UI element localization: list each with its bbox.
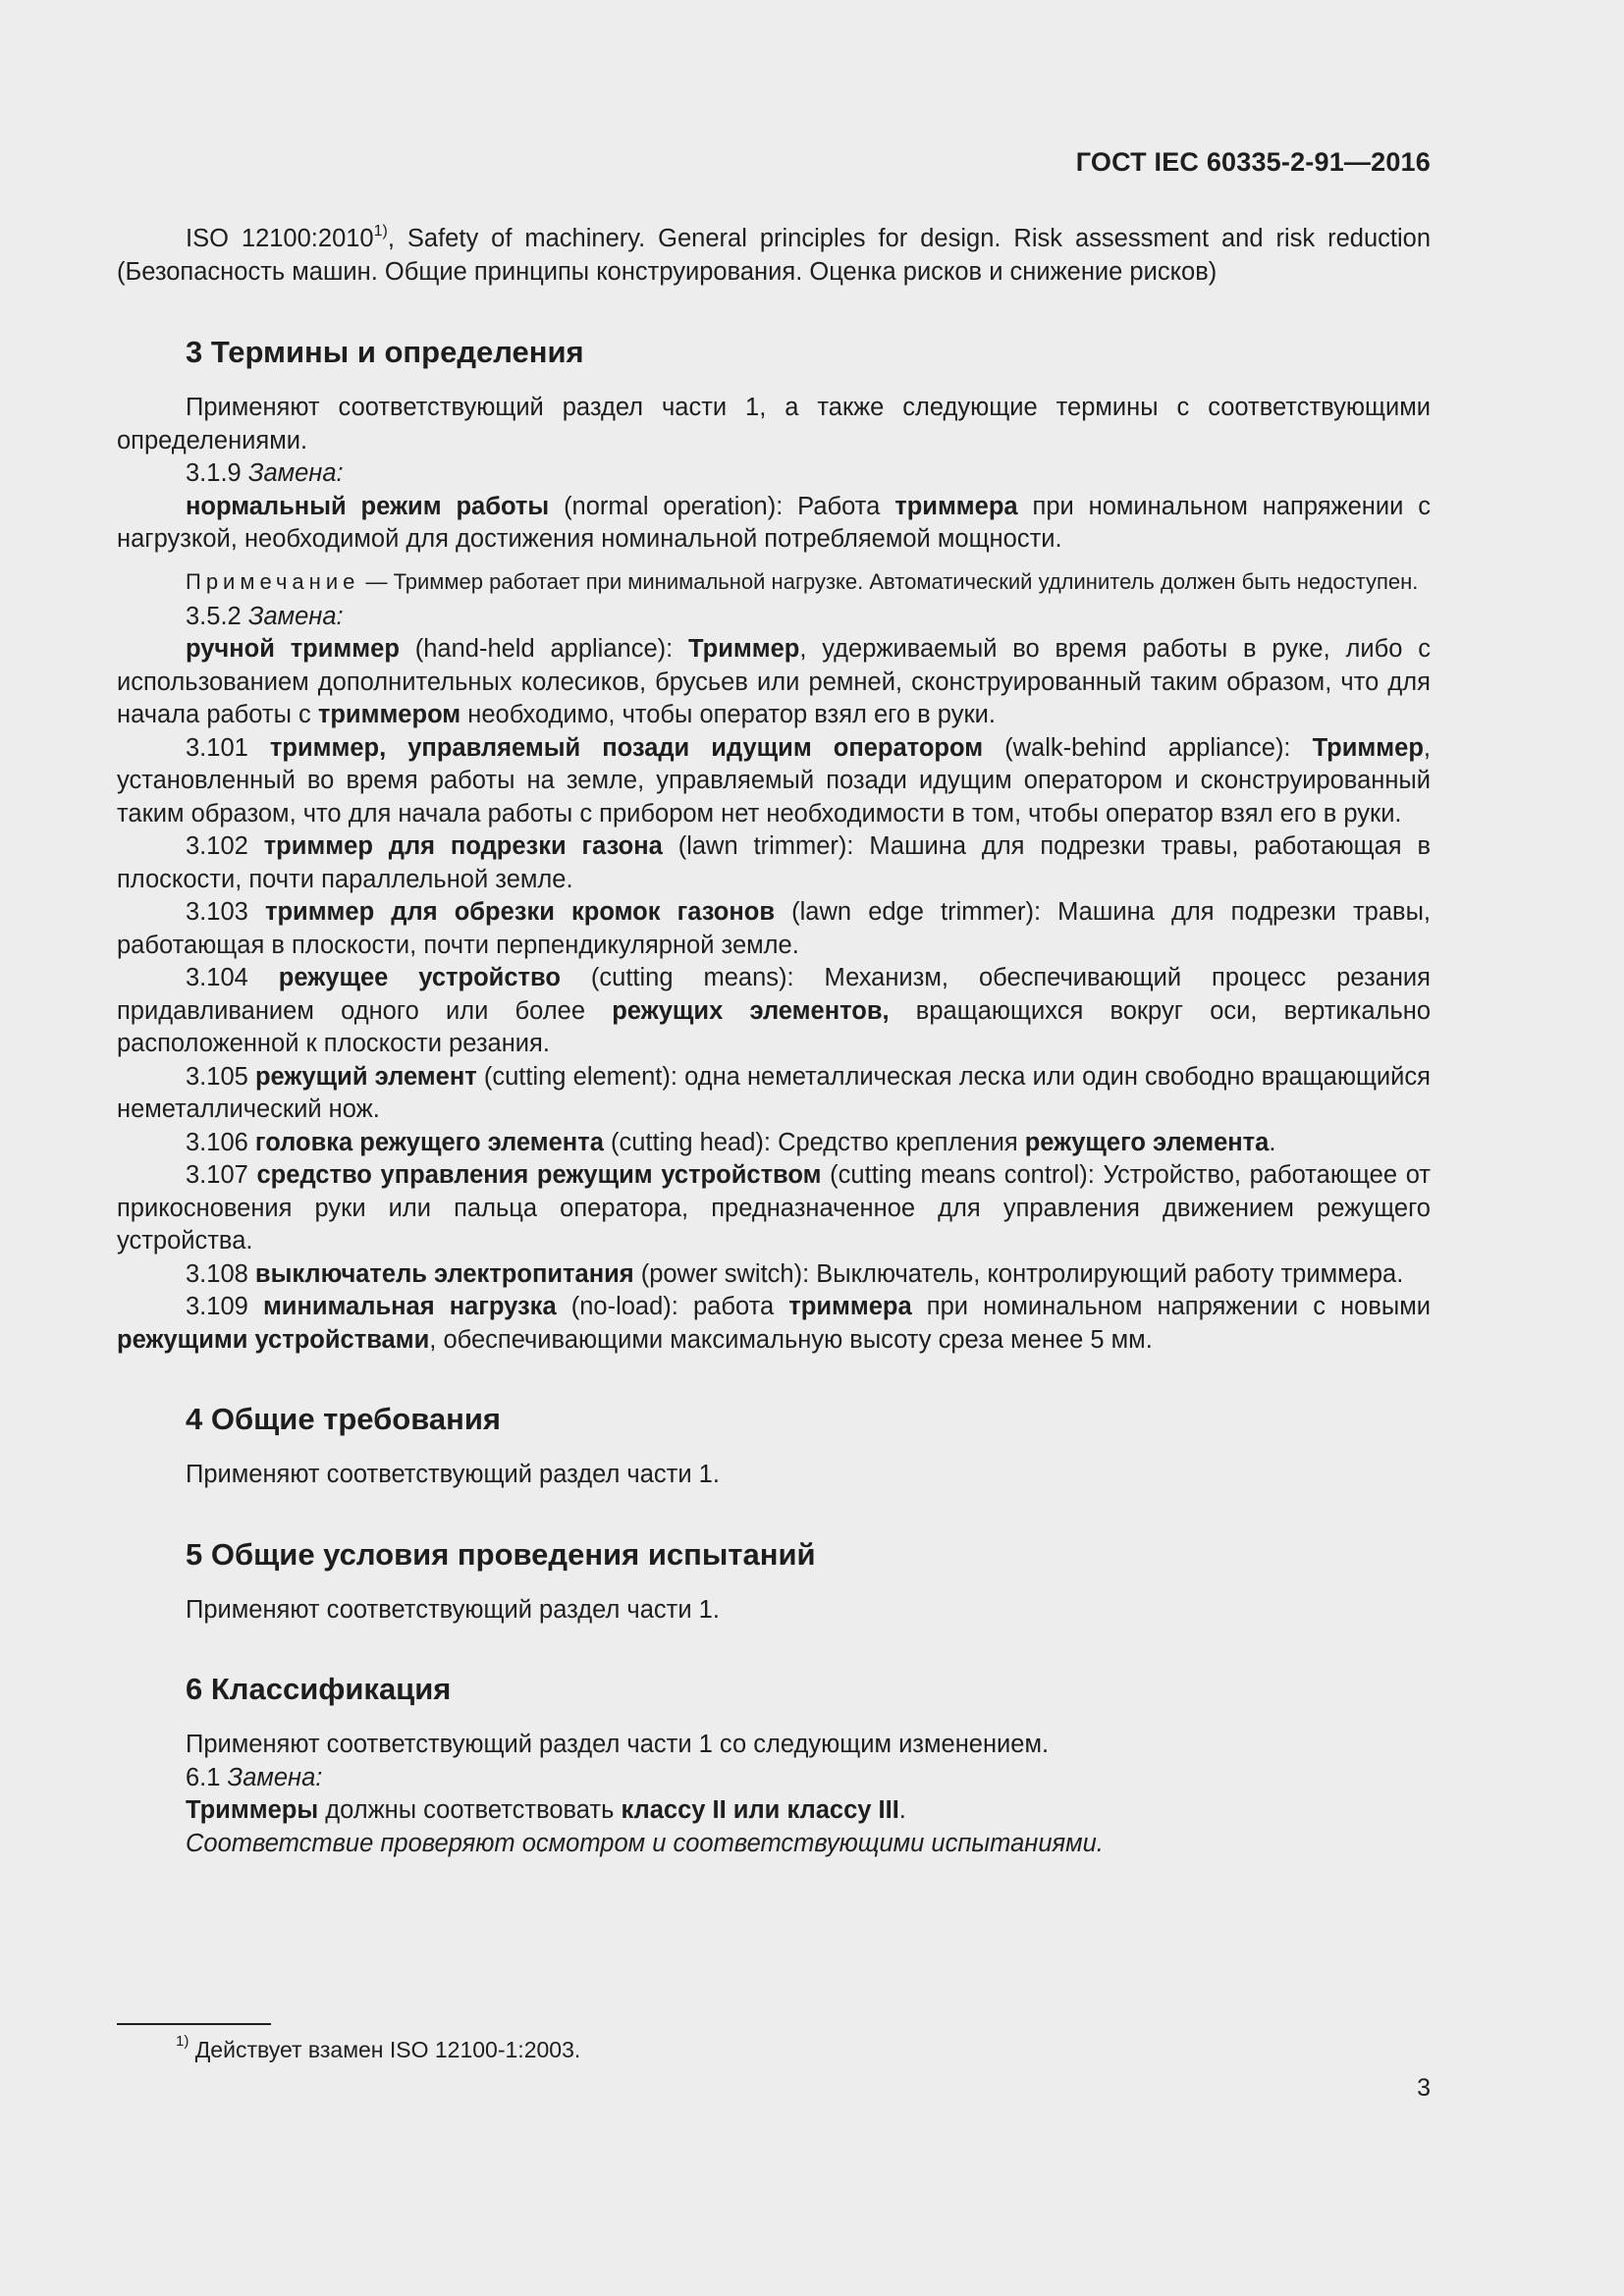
- note: [117, 566, 1431, 597]
- term-number: 3.108: [186, 1259, 255, 1288]
- replace-label: Замена:: [227, 1763, 323, 1791]
- footnote-text: Действует взамен ISO 12100-1:2003.: [189, 2037, 581, 2062]
- term-ref: режущего элемента: [1024, 1128, 1270, 1156]
- term-text: , удерживаемый во время работы в руке, либо с использованием дополнительных колесиков, брусьев или ремней, сконструированный таким образом, что для начала работы с: [117, 635, 1431, 728]
- term-title: триммер, управляемый позади идущим оператором: [269, 733, 984, 762]
- term-number: 3.109: [186, 1293, 263, 1320]
- replace-label: Замена:: [247, 602, 344, 630]
- term-3-108: [117, 1258, 1431, 1292]
- clause-number: 6.1: [186, 1763, 228, 1791]
- term-text: (cutting head): Средство крепления: [603, 1128, 1025, 1156]
- term-text: необходимо, чтобы оператор взял его в руки.: [460, 701, 996, 728]
- term-3-1-9: [117, 491, 1431, 557]
- term-number: 3.106: [186, 1128, 255, 1156]
- section-3-heading: 3 Термины и определения: [186, 335, 584, 369]
- term-title: триммер для обрезки кромок газонов: [264, 898, 775, 926]
- term-3-109: [117, 1291, 1431, 1357]
- term-ref: Триммеры: [186, 1796, 319, 1824]
- footnote-marker: 1): [176, 2033, 189, 2051]
- term-3-5-2-replace-line: [117, 601, 1431, 634]
- page-content: [117, 223, 1431, 1860]
- term-ref: триммером: [317, 701, 461, 728]
- term-number: 3.107: [186, 1161, 257, 1189]
- term-ref: режущих элементов,: [612, 996, 890, 1025]
- term-text: (no-load): работа: [556, 1293, 789, 1320]
- term-text: (cutting means): Механизм, обеспечивающий процесс резания придавливанием одного или более: [117, 964, 1431, 1025]
- term-3-5-2: [117, 633, 1431, 732]
- term-ref: Триммер: [688, 635, 800, 663]
- note-text: — Триммер работает при минимальной нагрузке. Автоматический удлинитель должен быть недоступен.: [359, 568, 1419, 594]
- section-6-text: Применяют соответствующий раздел части 1 со следующим изменением.: [186, 1731, 1050, 1758]
- term-3-1-9-replace-line: [117, 457, 1431, 491]
- term-text: (cutting element): одна неметаллическая леска или один свободно вращающийся неметаллический нож.: [117, 1062, 1431, 1123]
- section-3-intro: Применяют соответствующий раздел части 1, а также следующие термины с соответствующими определениями.: [117, 394, 1431, 454]
- clause-6-1-replace-line: [117, 1762, 1431, 1795]
- reference-iso-12100: [117, 223, 1431, 289]
- term-text: при номинальном напряжении с нагрузкой, необходимой для достижения номинальной потребляемой мощности.: [117, 492, 1431, 553]
- term-number: 3.101: [186, 733, 270, 762]
- section-4-text: Применяют соответствующий раздел части 1.: [186, 1461, 720, 1488]
- term-title: средство управления режущим устройством: [256, 1161, 822, 1189]
- clause-6-1-requirement: [117, 1794, 1431, 1828]
- page-number: 3: [1417, 2074, 1431, 2102]
- term-title: ручной триммер: [186, 635, 400, 663]
- term-text: (walk-behind appliance):: [983, 733, 1313, 762]
- term-3-103: [117, 896, 1431, 962]
- term-title: триммер для подрезки газона: [263, 832, 663, 860]
- reference-code: ISO 12100:2010: [186, 225, 374, 252]
- term-3-107: [117, 1159, 1431, 1258]
- term-ref: триммера: [788, 1293, 912, 1320]
- term-number: 3.1.9: [186, 459, 248, 487]
- term-title: режущее устройство: [278, 964, 561, 991]
- term-text: (lawn edge trimmer): Машина для подрезки травы, работающая в плоскости, почти перпендикулярной земле.: [117, 898, 1431, 959]
- term-ref: Триммер: [1312, 733, 1424, 762]
- note-label: Примечание: [186, 568, 360, 594]
- term-title: нормальный режим работы: [186, 492, 550, 520]
- reference-title: , Safety of machinery. General principles for design. Risk assessment and risk reduction (Безопасность машин. Общие принципы конструирования. Оценка рисков и снижение рисков): [117, 225, 1432, 286]
- section-4-heading: 4 Общие требования: [186, 1402, 501, 1436]
- term-title: головка режущего элемента: [254, 1128, 604, 1156]
- term-number: 3.105: [186, 1062, 255, 1091]
- term-text: (lawn trimmer): Машина для подрезки травы, работающая в плоскости, почти параллельной земле.: [117, 832, 1431, 893]
- clause-text: должны соответствовать: [318, 1796, 622, 1824]
- term-text: (cutting means control): Устройство, работающее от прикосновения руки или пальца оператора, предназначенное для управления движением режущего устройства.: [117, 1161, 1431, 1255]
- replace-label: Замена:: [247, 459, 344, 487]
- class-ref: классу II или классу III: [621, 1796, 899, 1824]
- term-number: 3.104: [186, 964, 279, 991]
- term-text: .: [1269, 1128, 1276, 1156]
- term-ref: режущими устройствами: [117, 1325, 430, 1354]
- term-title: выключатель электропитания: [254, 1259, 634, 1288]
- footnote-marker: 1): [373, 222, 388, 240]
- term-text: при номинальном напряжении с новыми: [911, 1293, 1431, 1320]
- term-number: 3.102: [186, 832, 264, 860]
- term-3-101: [117, 732, 1431, 831]
- document-code: ГОСТ IEC 60335-2-91—2016: [1075, 147, 1431, 177]
- term-number: 3.103: [186, 898, 265, 926]
- clause-text: .: [898, 1796, 906, 1824]
- term-text: , установленный во время работы на земле, управляемый позади идущим оператором и сконструированный таким образом, что для начала работы с прибором нет необходимости в том, чтобы оператор взял его в руки.: [117, 733, 1432, 828]
- term-text: (hand-held appliance):: [399, 635, 689, 663]
- term-3-104: [117, 962, 1431, 1061]
- section-6-heading: 6 Классификация: [186, 1672, 452, 1706]
- term-text: (normal operation): Работа: [549, 492, 895, 520]
- term-3-106: [117, 1127, 1431, 1160]
- footnote: [117, 2035, 1431, 2064]
- term-3-102: [117, 830, 1431, 896]
- section-5-text: Применяют соответствующий раздел части 1.: [186, 1595, 720, 1624]
- term-number: 3.5.2: [186, 602, 248, 630]
- term-title: минимальная нагрузка: [262, 1293, 557, 1320]
- term-title: режущий элемент: [254, 1062, 477, 1091]
- term-text: , обеспечивающими максимальную высоту среза менее 5 мм.: [429, 1325, 1153, 1354]
- footnote-divider: [117, 2023, 271, 2025]
- term-ref: триммера: [894, 492, 1018, 520]
- term-3-105: [117, 1061, 1431, 1127]
- term-text: (power switch): Выключатель, контролирующий работу триммера.: [633, 1259, 1404, 1288]
- section-5-heading: 5 Общие условия проведения испытаний: [186, 1536, 816, 1572]
- footnote-area: [117, 2023, 1431, 2064]
- term-text: вращающихся вокруг оси, вертикально расположенной к плоскости резания.: [117, 996, 1431, 1057]
- compliance-check: Соответствие проверяют осмотром и соответствующими испытаниями.: [186, 1829, 1104, 1857]
